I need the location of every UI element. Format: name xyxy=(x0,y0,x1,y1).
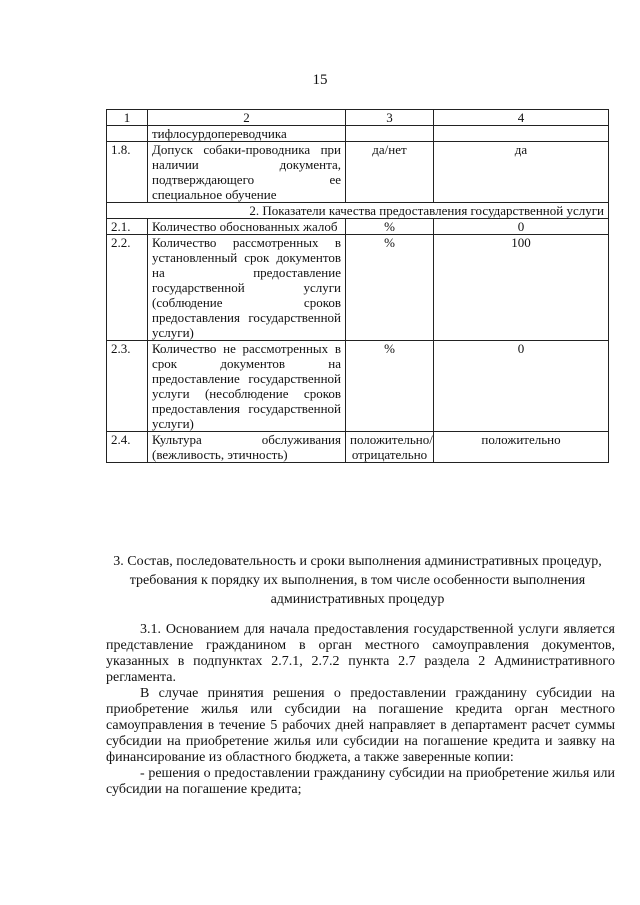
row-value xyxy=(434,126,609,142)
table-row xyxy=(107,142,609,203)
row-unit: % xyxy=(346,341,434,432)
table-header-row xyxy=(107,110,609,126)
page-number: 15 xyxy=(312,72,328,88)
row-unit: % xyxy=(346,235,434,341)
row-name: тифлосурдопереводчика xyxy=(148,126,346,142)
section-3-body xyxy=(106,622,615,798)
section-heading: 2. Показатели качества предоставления государственной услуги xyxy=(107,203,609,219)
paragraph: 3.1. Основанием для начала предоставления государственной услуги является представление гражданином в орган местного самоуправления документов, указанных в подпунктах 2.7.1, 2.7.2 пункта 2.7 раздела 2 Административного регламента. xyxy=(106,622,615,685)
row-value: 100 xyxy=(434,235,609,341)
row-unit: положительно/ отрицательно xyxy=(346,432,434,463)
section-row xyxy=(107,203,609,219)
header-cell: 2 xyxy=(148,110,346,126)
table-row xyxy=(107,341,609,432)
row-number: 2.4. xyxy=(107,432,148,463)
table-row xyxy=(107,235,609,341)
row-name: Количество не рассмотренных в срок документов на предоставление государственной услуги (несоблюдение сроков предоставления государственной услуги) xyxy=(148,341,346,432)
section-3-title: 3. Состав, последовательность и сроки выполнения административных процедур, требования к порядку их выполнения, в том числе особенности выполнения административных процедур xyxy=(113,554,602,607)
row-unit: да/нет xyxy=(346,142,434,203)
indicators-table xyxy=(106,109,609,463)
row-number: 2.2. xyxy=(107,235,148,341)
row-name: Допуск собаки-проводника при наличии документа, подтверждающего ее специальное обучение xyxy=(148,142,346,203)
row-unit xyxy=(346,126,434,142)
header-cell: 1 xyxy=(107,110,148,126)
row-number: 1.8. xyxy=(107,142,148,203)
row-number xyxy=(107,126,148,142)
row-name: Культура обслуживания (вежливость, этичность) xyxy=(148,432,346,463)
table-row xyxy=(107,432,609,463)
row-number: 2.3. xyxy=(107,341,148,432)
row-name: Количество рассмотренных в установленный срок документов на предоставление государственной услуги (соблюдение сроков предоставления государственной услуги) xyxy=(148,235,346,341)
header-cell: 4 xyxy=(434,110,609,126)
row-value: положительно xyxy=(434,432,609,463)
row-value: 0 xyxy=(434,219,609,235)
paragraph: В случае принятия решения о предоставлении гражданину субсидии на приобретение жилья или субсидии на погашение кредита орган местного самоуправления в течение 5 рабочих дней направляет в департамент расчет суммы субсидии на приобретение жилья или субсидии на погашение кредита и заявку на финансирование из областного бюджета, а также заверенные копии: xyxy=(106,686,615,765)
header-cell: 3 xyxy=(346,110,434,126)
row-name: Количество обоснованных жалоб xyxy=(148,219,346,235)
row-value: 0 xyxy=(434,341,609,432)
row-unit: % xyxy=(346,219,434,235)
row-value: да xyxy=(434,142,609,203)
paragraph: - решения о предоставлении гражданину субсидии на приобретение жилья или субсидии на погашение кредита; xyxy=(106,766,615,797)
row-number: 2.1. xyxy=(107,219,148,235)
table-row xyxy=(107,126,609,142)
table-row xyxy=(107,219,609,235)
